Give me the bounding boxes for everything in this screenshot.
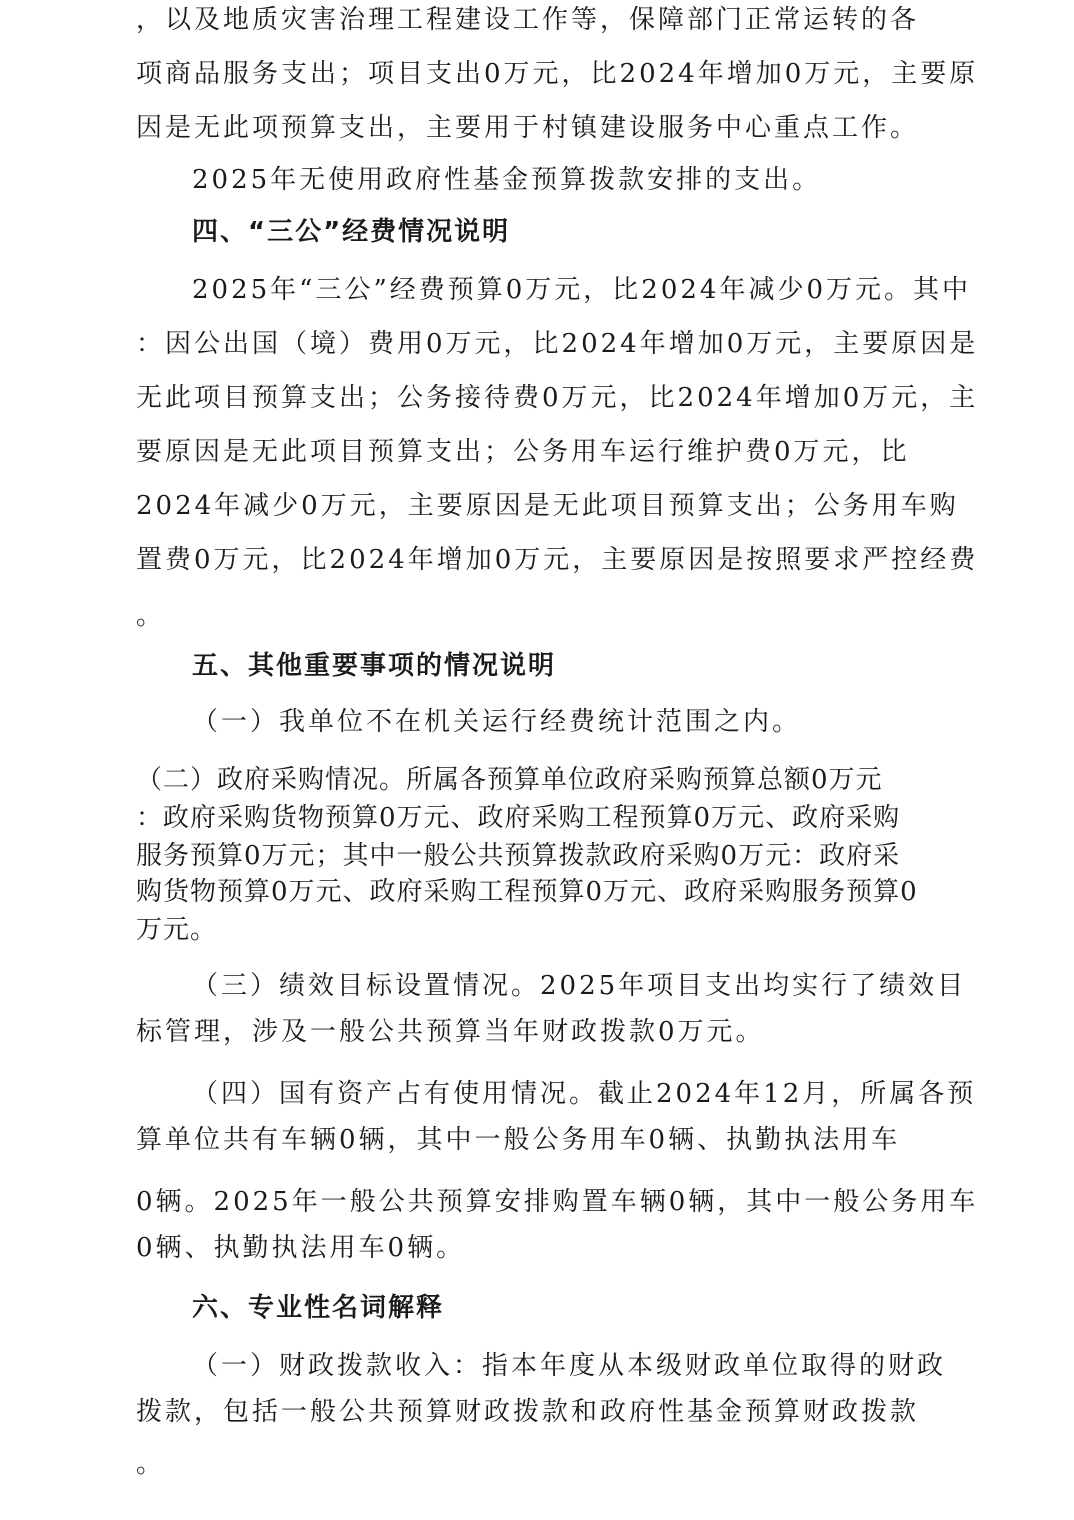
paragraph-line: 因是无此项预算支出，主要用于村镇建设服务中心重点工作。 bbox=[136, 113, 920, 143]
paragraph-line: 2025年“三公”经费预算0万元，比2024年减少0万元。其中 bbox=[192, 275, 972, 305]
paragraph-line: 万元。 bbox=[136, 915, 218, 945]
paragraph-line: ：政府采购货物预算0万元、政府采购工程预算0万元、政府采购 bbox=[136, 803, 901, 833]
paragraph-line: （三）绩效目标设置情况。2025年项目支出均实行了绩效目 bbox=[192, 971, 967, 1001]
paragraph-line: 无此项目预算支出；公务接待费0万元，比2024年增加0万元，主 bbox=[136, 383, 979, 413]
paragraph-line: 拨款，包括一般公共预算财政拨款和政府性基金预算财政拨款 bbox=[136, 1397, 920, 1427]
paragraph-line: （一）财政拨款收入：指本年度从本级财政单位取得的财政 bbox=[192, 1351, 947, 1381]
paragraph-line: 0辆、执勤执法用车0辆。 bbox=[136, 1233, 466, 1263]
paragraph-line: 算单位共有车辆0辆，其中一般公务用车0辆、执勤执法用车 bbox=[136, 1125, 901, 1155]
paragraph-line: 项商品服务支出；项目支出0万元，比2024年增加0万元，主要原 bbox=[136, 59, 979, 89]
paragraph-line: 2025年无使用政府性基金预算拨款安排的支出。 bbox=[192, 165, 822, 195]
paragraph-line: ：因公出国（境）费用0万元，比2024年增加0万元，主要原因是 bbox=[136, 329, 979, 359]
paragraph-line: 服务预算0万元；其中一般公共预算拨款政府采购0万元：政府采 bbox=[136, 841, 901, 871]
paragraph-line: 标管理，涉及一般公共预算当年财政拨款0万元。 bbox=[136, 1017, 765, 1047]
section-heading: 六、专业性名词解释 bbox=[192, 1293, 445, 1323]
paragraph-line: （二）政府采购情况。所属各预算单位政府采购预算总额0万元 bbox=[136, 765, 883, 795]
paragraph-line: （四）国有资产占有使用情况。截止2024年12月，所属各预 bbox=[192, 1079, 977, 1109]
section-heading: 五、其他重要事项的情况说明 bbox=[192, 651, 557, 681]
paragraph-line: 。 bbox=[136, 601, 166, 631]
paragraph-line: 要原因是无此项目预算支出；公务用车运行维护费0万元，比 bbox=[136, 437, 910, 467]
paragraph-line: 2024年减少0万元，主要原因是无此项目预算支出；公务用车购 bbox=[136, 491, 959, 521]
section-heading: 四、“三公”经费情况说明 bbox=[192, 217, 511, 247]
paragraph-line: 置费0万元，比2024年增加0万元，主要原因是按照要求严控经费 bbox=[136, 545, 979, 575]
paragraph-line: 0辆。2025年一般公共预算安排购置车辆0辆，其中一般公务用车 bbox=[136, 1187, 979, 1217]
paragraph-line: ，以及地质灾害治理工程建设工作等，保障部门正常运转的各 bbox=[136, 5, 920, 35]
paragraph-line: 。 bbox=[136, 1449, 166, 1479]
paragraph-line: （一）我单位不在机关运行经费统计范围之内。 bbox=[192, 707, 802, 737]
paragraph-line: 购货物预算0万元、政府采购工程预算0万元、政府采购服务预算0 bbox=[136, 877, 918, 907]
